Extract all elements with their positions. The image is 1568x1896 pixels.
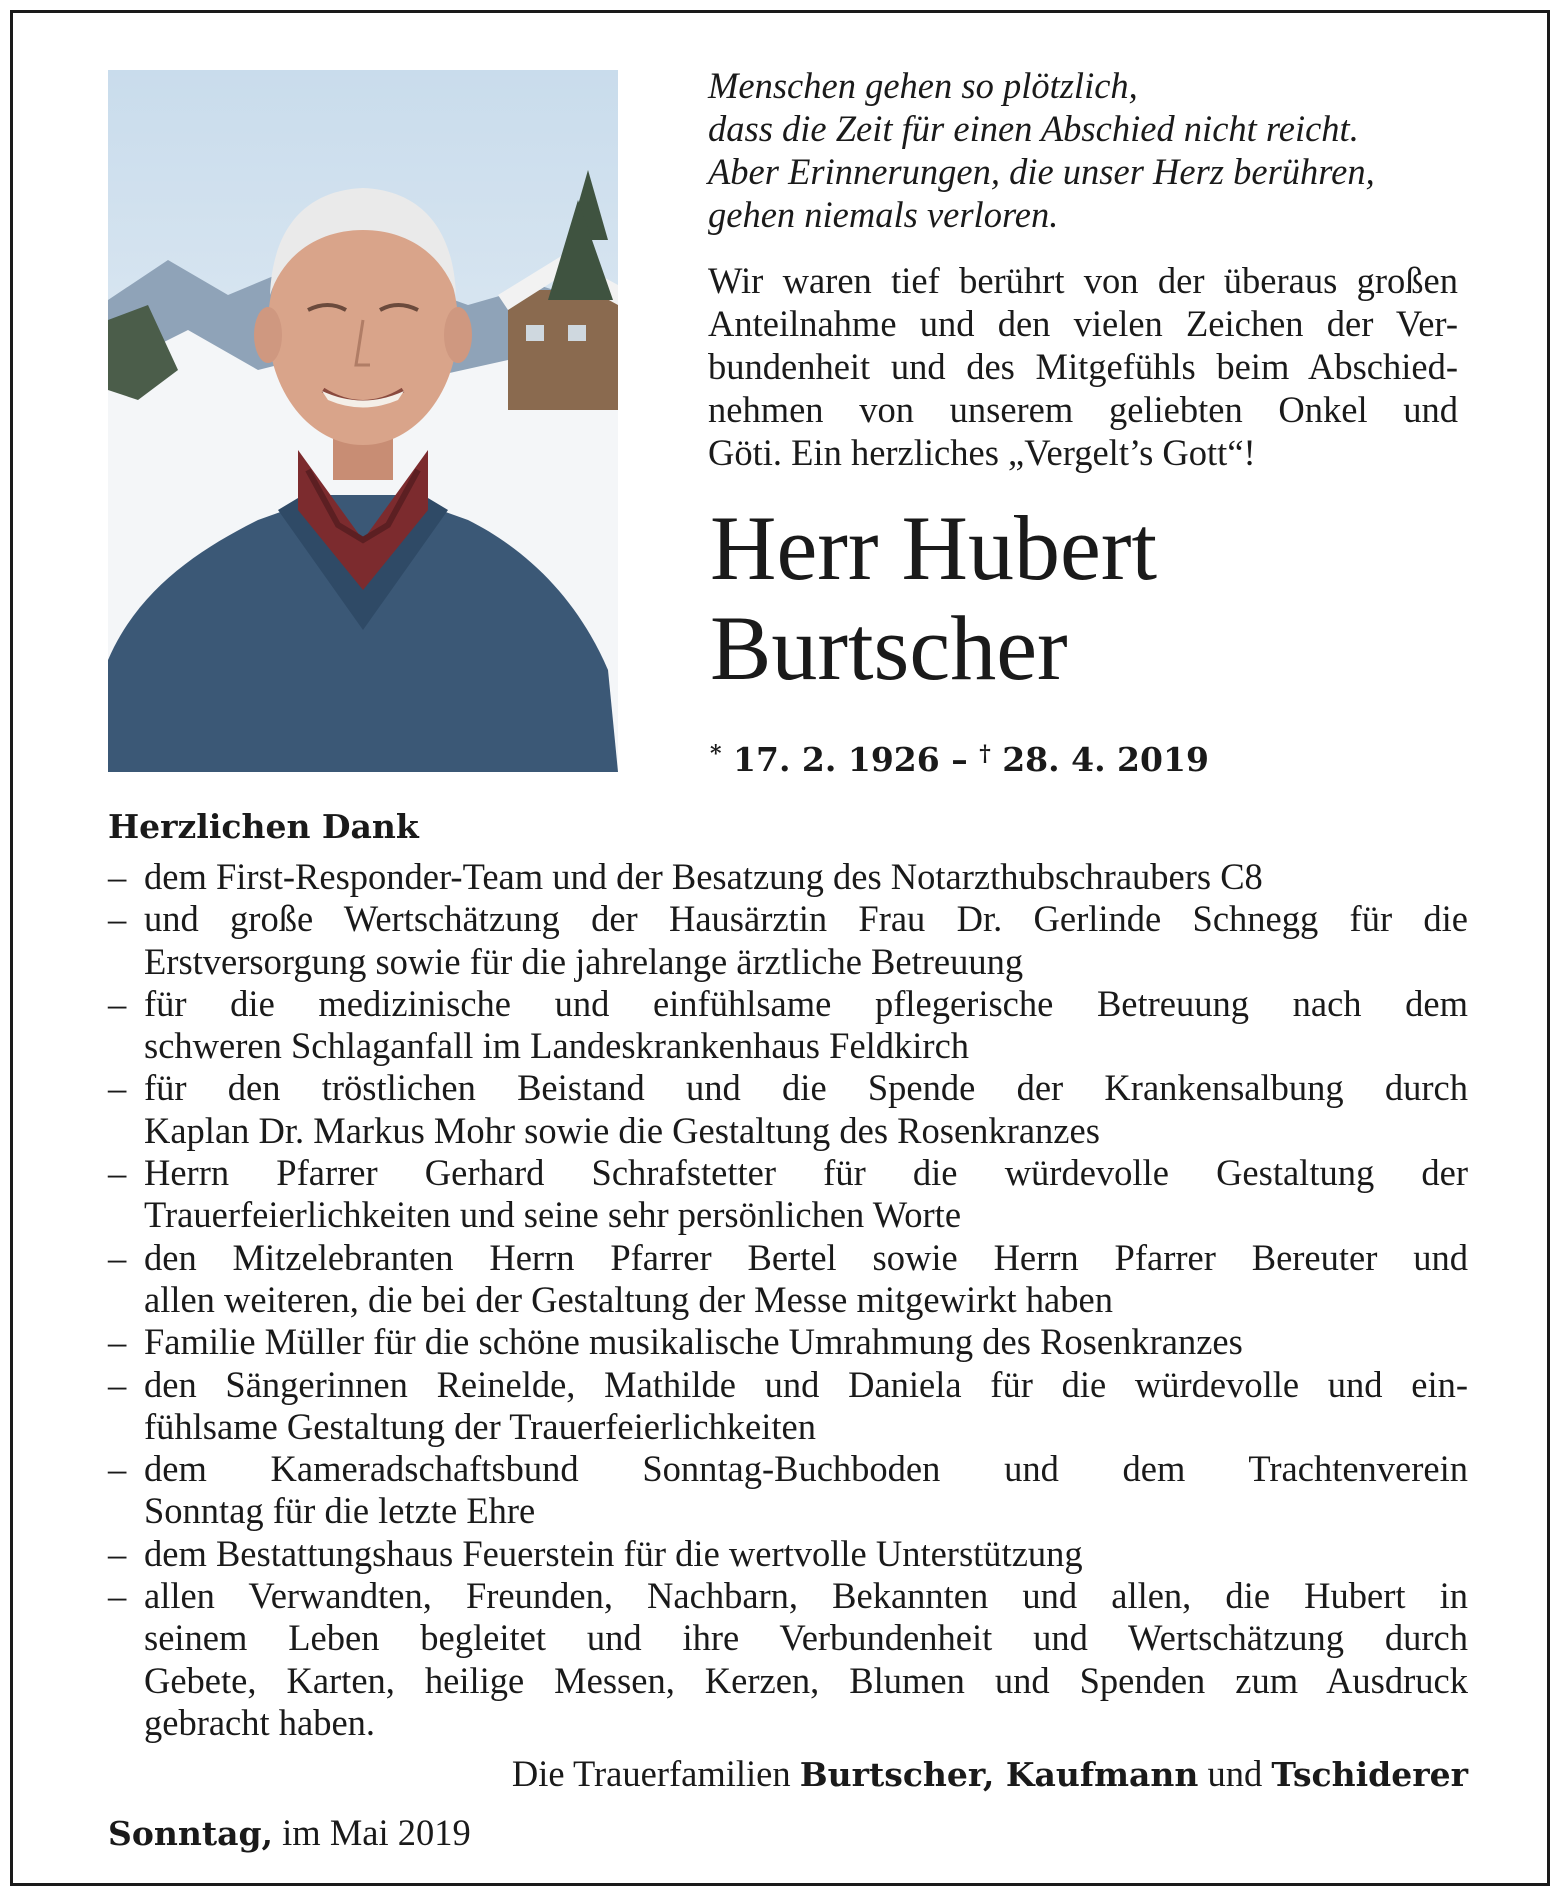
death-date: 28. 4. 2019 — [1002, 740, 1209, 779]
dash-bullet: – — [108, 1321, 127, 1363]
thanks-item — [108, 1364, 1468, 1449]
family-signature — [512, 1753, 1468, 1796]
dash-bullet: – — [108, 1532, 127, 1574]
signature-connector: und — [1207, 1753, 1263, 1794]
birth-mark: * — [710, 741, 722, 767]
poem-line: gehen niemals verloren. — [708, 194, 1059, 235]
thanks-item — [108, 1067, 1468, 1152]
thanks-item — [108, 1321, 1468, 1363]
thanks-item — [108, 1448, 1468, 1533]
dash-bullet: – — [108, 1152, 127, 1194]
memorial-poem — [708, 64, 1468, 236]
portrait-photo — [108, 70, 618, 772]
thanks-item-line: dem First-Responder-Team und der Besatzung des Notarzthubschraubers C8 — [144, 856, 1263, 897]
thanks-item-line: dem Bestattungshaus Feuerstein für die wertvolle Unterstützung — [144, 1532, 1083, 1574]
thanks-item-line: den Mitzelebranten Herrn Pfarrer Bertel sowie Herrn Pfarrer Bereuter und — [144, 1236, 1468, 1278]
thanks-item — [108, 1237, 1468, 1322]
deceased-name — [710, 498, 1157, 698]
thanks-item — [108, 1575, 1468, 1744]
poem-line: Aber Erinnerungen, die unser Herz berühren, — [708, 151, 1375, 192]
thanks-item-line: gebracht haben. — [144, 1701, 376, 1743]
family-names-2: Tschiderer — [1271, 1755, 1468, 1794]
thanks-heading: Herzlichen Dank — [108, 807, 419, 846]
thanks-item-line: allen Verwandten, Freunden, Nachbarn, Bekannten und allen, die Hubert in — [144, 1575, 1468, 1617]
life-dates — [710, 734, 1209, 780]
place-name: Sonntag, — [108, 1814, 274, 1853]
dash-bullet: – — [108, 856, 127, 897]
thanks-item — [108, 983, 1468, 1068]
intro-line: Anteilnahme und den vielen Zeichen der Ver- — [708, 303, 1458, 344]
thanks-item-line: den Sängerinnen Reinelde, Mathilde und Daniela für die würdevolle und ein- — [144, 1363, 1468, 1405]
dash-bullet: – — [108, 1067, 127, 1109]
date-separator: – — [951, 740, 968, 779]
poem-line: Menschen gehen so plötzlich, — [708, 65, 1138, 106]
thanks-item-line: Gebete, Karten, heilige Messen, Kerzen, Blumen und Spenden zum Ausdruck — [144, 1659, 1468, 1701]
thanks-item — [108, 1152, 1468, 1237]
intro-line: Göti. Ein herzliches „Vergelt’s Gott“! — [708, 432, 1256, 473]
thanks-item-line: dem Kameradschaftsbund Sonntag-Buchboden und dem Trachtenverein — [144, 1448, 1468, 1490]
thanks-item-line: Familie Müller für die schöne musikalische Umrahmung des Rosenkranzes — [144, 1321, 1243, 1363]
place-date: im Mai 2019 — [282, 1812, 471, 1853]
dash-bullet: – — [108, 982, 127, 1024]
poem-line: dass die Zeit für einen Abschied nicht reicht. — [708, 108, 1359, 149]
thanks-item-line: allen weiteren, die bei der Gestaltung der Messe mitgewirkt haben — [144, 1278, 1113, 1320]
thanks-item-line: Trauerfeierlichkeiten und seine sehr persönlichen Worte — [144, 1194, 962, 1236]
thanks-item-line: Sonntag für die letzte Ehre — [144, 1490, 536, 1532]
dash-bullet: – — [108, 1575, 127, 1617]
thanks-item — [108, 856, 1468, 898]
name-line-1: Herr Hubert — [710, 497, 1158, 599]
thanks-item-line: schweren Schlaganfall im Landeskrankenhaus Feldkirch — [144, 1025, 970, 1067]
birth-date: 17. 2. 1926 — [733, 740, 940, 779]
thanks-item — [108, 1533, 1468, 1575]
thanks-item — [108, 898, 1468, 983]
intro-line: bundenheit und des Mitgefühls beim Abschied- — [708, 346, 1458, 387]
intro-line: Wir waren tief berührt von der überaus großen — [708, 260, 1458, 301]
dash-bullet: – — [108, 1236, 127, 1278]
intro-line: nehmen von unserem geliebten Onkel und — [708, 389, 1458, 430]
thanks-list — [108, 856, 1468, 1744]
place-and-date — [108, 1812, 471, 1855]
death-mark: † — [979, 741, 991, 767]
thanks-item-line: für den tröstlichen Beistand und die Spende der Krankensalbung durch — [144, 1067, 1468, 1109]
dash-bullet: – — [108, 1363, 127, 1405]
thanks-item-line: Kaplan Dr. Markus Mohr sowie die Gestaltung des Rosenkranzes — [144, 1109, 1100, 1151]
thanks-intro-paragraph — [708, 259, 1458, 474]
dash-bullet: – — [108, 898, 127, 940]
name-line-2: Burtscher — [710, 597, 1068, 699]
signature-prefix: Die Trauerfamilien — [511, 1753, 791, 1794]
thanks-item-line: und große Wertschätzung der Hausärztin Frau Dr. Gerlinde Schnegg für die — [144, 898, 1468, 940]
dash-bullet: – — [108, 1448, 127, 1490]
thanks-item-line: Erstversorgung sowie für die jahrelange ärztliche Betreuung — [144, 940, 1024, 982]
thanks-item-line: für die medizinische und einfühlsame pflegerische Betreuung nach dem — [144, 982, 1468, 1024]
thanks-item-line: seinem Leben begleitet und ihre Verbundenheit und Wertschätzung durch — [144, 1617, 1468, 1659]
thanks-item-line: Herrn Pfarrer Gerhard Schrafstetter für die würdevolle Gestaltung der — [144, 1152, 1468, 1194]
thanks-item-line: fühlsame Gestaltung der Trauerfeierlichkeiten — [144, 1405, 816, 1447]
family-names-1: Burtscher, Kaufmann — [799, 1755, 1199, 1794]
